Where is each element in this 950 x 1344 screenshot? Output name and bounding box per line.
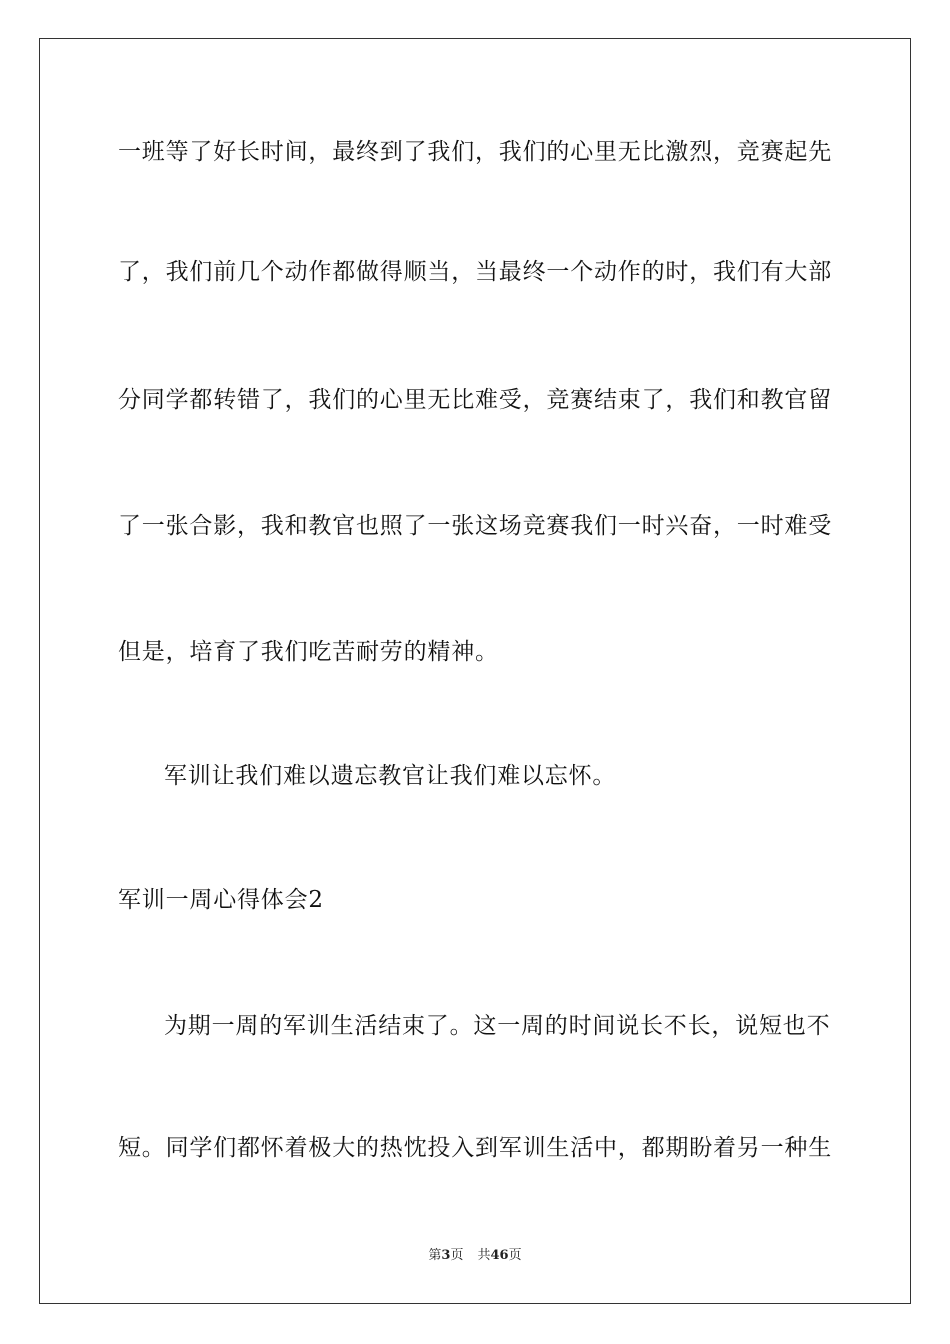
body-line-7: 为期一周的军训生活结束了。这一周的时间说长不长，说短也不 (164, 1013, 831, 1039)
body-line-8: 短。同学们都怀着极大的热忱投入到军训生活中，都期盼着另一种生 (118, 1135, 832, 1161)
footer-total-prefix: 共 (477, 1248, 491, 1263)
body-line-5: 但是，培育了我们吃苦耐劳的精神。 (118, 639, 499, 665)
body-line-6: 军训让我们难以遗忘教官让我们难以忘怀。 (164, 763, 617, 789)
body-line-3: 分同学都转错了，我们的心里无比难受，竞赛结束了，我们和教官留 (118, 387, 832, 413)
section-heading: 军训一周心得体会2 (118, 887, 324, 913)
page-footer (0, 1247, 950, 1265)
page-border (39, 38, 911, 1304)
footer-page-prefix: 第 (428, 1248, 442, 1263)
body-line-1: 一班等了好长时间，最终到了我们，我们的心里无比激烈，竞赛起先 (118, 139, 832, 165)
body-line-2: 了，我们前几个动作都做得顺当，当最终一个动作的时，我们有大部 (118, 259, 832, 285)
footer-page-suffix: 页 (450, 1248, 464, 1263)
footer-page-number: 3 (441, 1248, 451, 1263)
footer-total-pages: 46 (490, 1248, 509, 1263)
footer-total-suffix: 页 (508, 1248, 522, 1263)
body-line-4: 了一张合影，我和教官也照了一张这场竞赛我们一时兴奋，一时难受 (118, 513, 832, 539)
